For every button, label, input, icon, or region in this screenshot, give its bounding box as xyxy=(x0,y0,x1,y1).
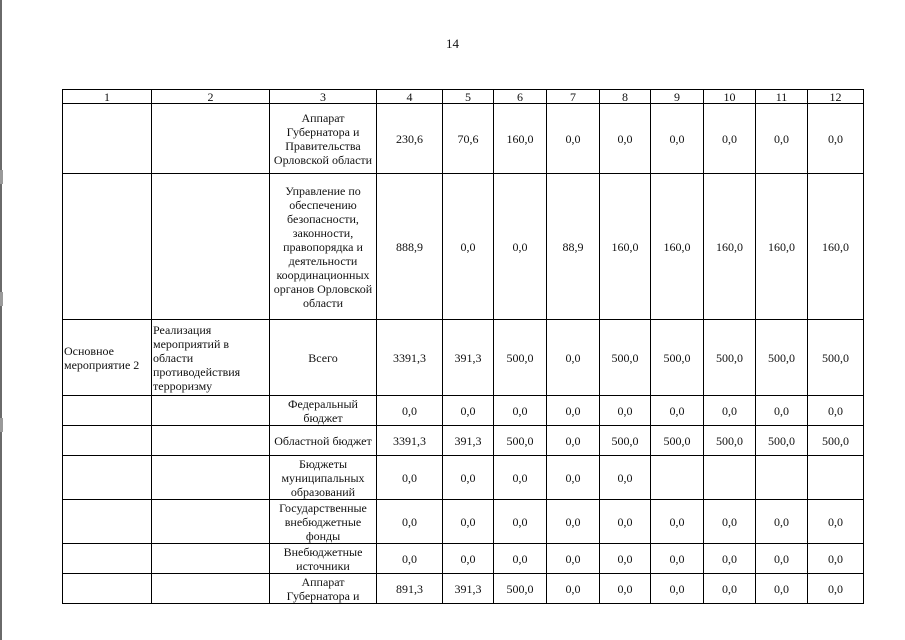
cell-value: 0,0 xyxy=(494,544,547,574)
cell-name xyxy=(152,544,270,574)
cell-value: 0,0 xyxy=(651,104,704,174)
cell-value: 0,0 xyxy=(547,574,600,604)
budget-table xyxy=(62,89,864,604)
cell-measure: Основное мероприятие 2 xyxy=(63,320,152,396)
cell-value: 0,0 xyxy=(756,574,808,604)
cell-value: 0,0 xyxy=(443,396,494,426)
cell-value: 0,0 xyxy=(443,456,494,500)
column-header: 3 xyxy=(270,90,377,104)
cell-value: 0,0 xyxy=(547,396,600,426)
cell-value: 0,0 xyxy=(547,426,600,456)
table-row xyxy=(63,174,864,320)
page-number: 14 xyxy=(446,36,459,51)
cell-value: 160,0 xyxy=(756,174,808,320)
cell-measure xyxy=(63,456,152,500)
cell-value: 500,0 xyxy=(704,426,756,456)
cell-value: 500,0 xyxy=(600,320,651,396)
table-row xyxy=(63,500,864,544)
cell-value: 0,0 xyxy=(443,544,494,574)
column-header: 2 xyxy=(152,90,270,104)
cell-value: 0,0 xyxy=(651,500,704,544)
cell-value: 0,0 xyxy=(704,574,756,604)
column-header: 6 xyxy=(494,90,547,104)
cell-source: Государственные внебюджетные фонды xyxy=(270,500,377,544)
cell-value: 160,0 xyxy=(704,174,756,320)
cell-value: 70,6 xyxy=(443,104,494,174)
cell-value: 500,0 xyxy=(704,320,756,396)
cell-measure xyxy=(63,544,152,574)
cell-value: 0,0 xyxy=(756,396,808,426)
cell-value: 0,0 xyxy=(651,574,704,604)
cell-value: 0,0 xyxy=(547,320,600,396)
cell-value: 0,0 xyxy=(600,396,651,426)
cell-value: 0,0 xyxy=(651,396,704,426)
cell-value: 0,0 xyxy=(443,174,494,320)
column-header: 4 xyxy=(377,90,443,104)
cell-value: 500,0 xyxy=(651,426,704,456)
cell-value xyxy=(808,456,864,500)
table-row xyxy=(63,104,864,174)
cell-value: 500,0 xyxy=(808,320,864,396)
cell-value: 500,0 xyxy=(494,574,547,604)
cell-name xyxy=(152,426,270,456)
column-header: 5 xyxy=(443,90,494,104)
column-header: 9 xyxy=(651,90,704,104)
cell-measure xyxy=(63,500,152,544)
cell-measure xyxy=(63,574,152,604)
cell-measure xyxy=(63,426,152,456)
cell-value: 0,0 xyxy=(377,396,443,426)
column-header: 8 xyxy=(600,90,651,104)
table-row xyxy=(63,544,864,574)
cell-value: 0,0 xyxy=(600,544,651,574)
cell-measure xyxy=(63,174,152,320)
cell-name xyxy=(152,500,270,544)
column-header: 12 xyxy=(808,90,864,104)
cell-value: 0,0 xyxy=(756,500,808,544)
cell-value: 0,0 xyxy=(808,104,864,174)
cell-value: 888,9 xyxy=(377,174,443,320)
cell-value: 0,0 xyxy=(377,456,443,500)
cell-source: Внебюджетные источники xyxy=(270,544,377,574)
cell-value: 3391,3 xyxy=(377,426,443,456)
scan-edge-mark xyxy=(0,170,3,184)
cell-source: Аппарат Губернатора и Правительства Орловской области xyxy=(270,104,377,174)
cell-value: 500,0 xyxy=(756,426,808,456)
cell-value: 891,3 xyxy=(377,574,443,604)
scan-edge-mark xyxy=(0,292,3,306)
cell-value: 88,9 xyxy=(547,174,600,320)
table-row xyxy=(63,396,864,426)
cell-value: 160,0 xyxy=(651,174,704,320)
table-row xyxy=(63,574,864,604)
cell-value: 3391,3 xyxy=(377,320,443,396)
cell-value: 0,0 xyxy=(808,500,864,544)
cell-value xyxy=(756,456,808,500)
cell-value: 0,0 xyxy=(547,500,600,544)
cell-value: 0,0 xyxy=(600,456,651,500)
cell-name xyxy=(152,396,270,426)
cell-source: Всего xyxy=(270,320,377,396)
cell-value: 160,0 xyxy=(600,174,651,320)
table-row xyxy=(63,426,864,456)
header-row xyxy=(63,90,864,104)
cell-value: 230,6 xyxy=(377,104,443,174)
cell-source: Федеральный бюджет xyxy=(270,396,377,426)
cell-value: 0,0 xyxy=(808,574,864,604)
cell-value: 0,0 xyxy=(600,500,651,544)
cell-name xyxy=(152,456,270,500)
cell-measure xyxy=(63,104,152,174)
cell-value: 0,0 xyxy=(651,544,704,574)
column-header: 7 xyxy=(547,90,600,104)
cell-value: 0,0 xyxy=(494,456,547,500)
cell-value: 391,3 xyxy=(443,320,494,396)
cell-value: 500,0 xyxy=(808,426,864,456)
scan-edge-mark xyxy=(0,418,3,432)
cell-value: 0,0 xyxy=(704,544,756,574)
cell-value: 0,0 xyxy=(494,500,547,544)
cell-source: Аппарат Губернатора и xyxy=(270,574,377,604)
column-header: 11 xyxy=(756,90,808,104)
cell-value: 391,3 xyxy=(443,574,494,604)
cell-value: 0,0 xyxy=(547,544,600,574)
cell-value xyxy=(704,456,756,500)
column-header: 10 xyxy=(704,90,756,104)
cell-value: 0,0 xyxy=(377,544,443,574)
cell-value: 0,0 xyxy=(547,456,600,500)
scan-left-edge xyxy=(0,0,2,640)
cell-value: 500,0 xyxy=(651,320,704,396)
cell-source: Управление по обеспечению безопасности, законности, правопорядка и деятельности координационных органов Орловской области xyxy=(270,174,377,320)
cell-value: 0,0 xyxy=(756,544,808,574)
cell-value: 500,0 xyxy=(494,320,547,396)
cell-value: 0,0 xyxy=(600,574,651,604)
cell-value: 500,0 xyxy=(494,426,547,456)
cell-value: 0,0 xyxy=(494,174,547,320)
cell-name xyxy=(152,174,270,320)
cell-source: Бюджеты муниципальных образований xyxy=(270,456,377,500)
table-row xyxy=(63,456,864,500)
cell-value: 0,0 xyxy=(600,104,651,174)
cell-name xyxy=(152,574,270,604)
cell-value: 0,0 xyxy=(756,104,808,174)
cell-value: 0,0 xyxy=(547,104,600,174)
cell-value: 0,0 xyxy=(377,500,443,544)
cell-value: 160,0 xyxy=(808,174,864,320)
cell-name xyxy=(152,104,270,174)
cell-value: 0,0 xyxy=(443,500,494,544)
cell-source: Областной бюджет xyxy=(270,426,377,456)
cell-measure xyxy=(63,396,152,426)
cell-value: 500,0 xyxy=(600,426,651,456)
cell-value: 0,0 xyxy=(808,544,864,574)
cell-value: 0,0 xyxy=(808,396,864,426)
cell-value: 160,0 xyxy=(494,104,547,174)
table-row xyxy=(63,320,864,396)
column-header: 1 xyxy=(63,90,152,104)
cell-value: 0,0 xyxy=(704,396,756,426)
cell-value: 391,3 xyxy=(443,426,494,456)
cell-value xyxy=(651,456,704,500)
cell-name: Реализация мероприятий в области противодействия терроризму xyxy=(152,320,270,396)
cell-value: 0,0 xyxy=(494,396,547,426)
cell-value: 500,0 xyxy=(756,320,808,396)
cell-value: 0,0 xyxy=(704,500,756,544)
cell-value: 0,0 xyxy=(704,104,756,174)
